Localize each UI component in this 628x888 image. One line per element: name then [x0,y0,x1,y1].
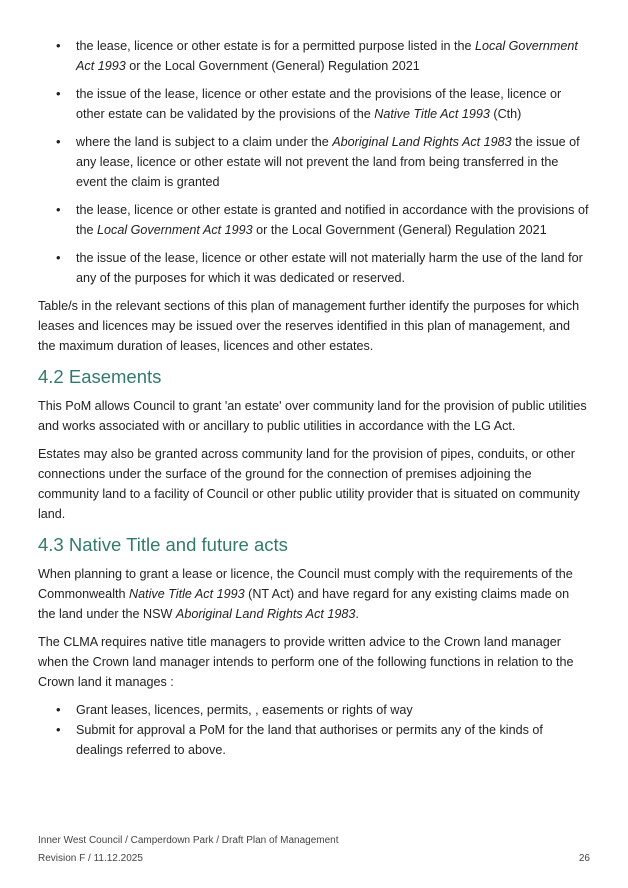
easements-heading: 4.2 Easements [38,366,162,387]
document-page [38,36,590,760]
bullet-icon: • [56,202,61,217]
list-item: • the lease, licence or other estate is granted and notified in accordance with the provisions of the Local Government Act 1993 or the Local Government (General) Regulation 2021 [56,202,589,237]
lease-conditions-list [38,36,590,288]
bullet-icon: • [56,38,61,53]
native-title-heading: 4.3 Native Title and future acts [38,534,288,555]
bullet-icon: • [56,702,61,717]
list-item: • the issue of the lease, licence or other estate will not materially harm the use of the land for any of the purposes for which it was dedicated or reserved. [56,250,583,285]
native-title-paragraph-2: The CLMA requires native title managers to provide written advice to the Crown land manager when the Crown land manager intends to perform one of the following functions in relation to the Crown land it manages : [38,635,574,689]
list-item: • the lease, licence or other estate is for a permitted purpose listed in the Local Government Act 1993 or the Local Government (General) Regulation 2021 [56,38,578,73]
footer-document-title: Inner West Council / Camperdown Park / Draft Plan of Management [38,835,339,846]
tables-paragraph: Table/s in the relevant sections of this plan of management further identify the purposes for which leases and licences may be issued over the reserves identified in this plan of management, and the maximum duration of leases, licences and other estates. [38,299,580,353]
page-number: 26 [578,853,590,864]
bullet-icon: • [56,250,61,265]
crown-functions-list [38,700,590,760]
bullet-icon: • [56,86,61,101]
list-item: • Grant leases, licences, permits, , easements or rights of way [38,700,590,720]
list-item: • the issue of the lease, licence or other estate and the provisions of the lease, licence or other estate can be validated by the provisions of the Native Title Act 1993 (Cth) [56,86,562,121]
footer-revision: Revision F / 11.12.2025 [38,853,143,864]
list-item: • where the land is subject to a claim under the Aboriginal Land Rights Act 1983 the issue of any lease, licence or other estate will not prevent the land from being transferred in the event the claim is granted [56,134,580,189]
bullet-icon: • [56,722,61,737]
easements-paragraph-2: Estates may also be granted across community land for the provision of pipes, conduits, or other connections under the surface of the ground for the connection of premises adjoining the community land to a facility of Council or other public utility provider that is situated on community land. [38,447,580,521]
native-title-paragraph-1: When planning to grant a lease or licence, the Council must comply with the requirements of the Commonwealth Native Title Act 1993 (NT Act) and have regard for any existing claims made on the land under the NSW Aboriginal Land Rights Act 1983. [38,567,573,621]
bullet-icon: • [56,134,61,149]
easements-paragraph-1: This PoM allows Council to grant 'an estate' over community land for the provision of public utilities and works associated with or ancillary to public utilities in accordance with the LG Act. [38,399,587,433]
list-item: • Submit for approval a PoM for the land that authorises or permits any of the kinds of dealings referred to above. [56,722,543,757]
